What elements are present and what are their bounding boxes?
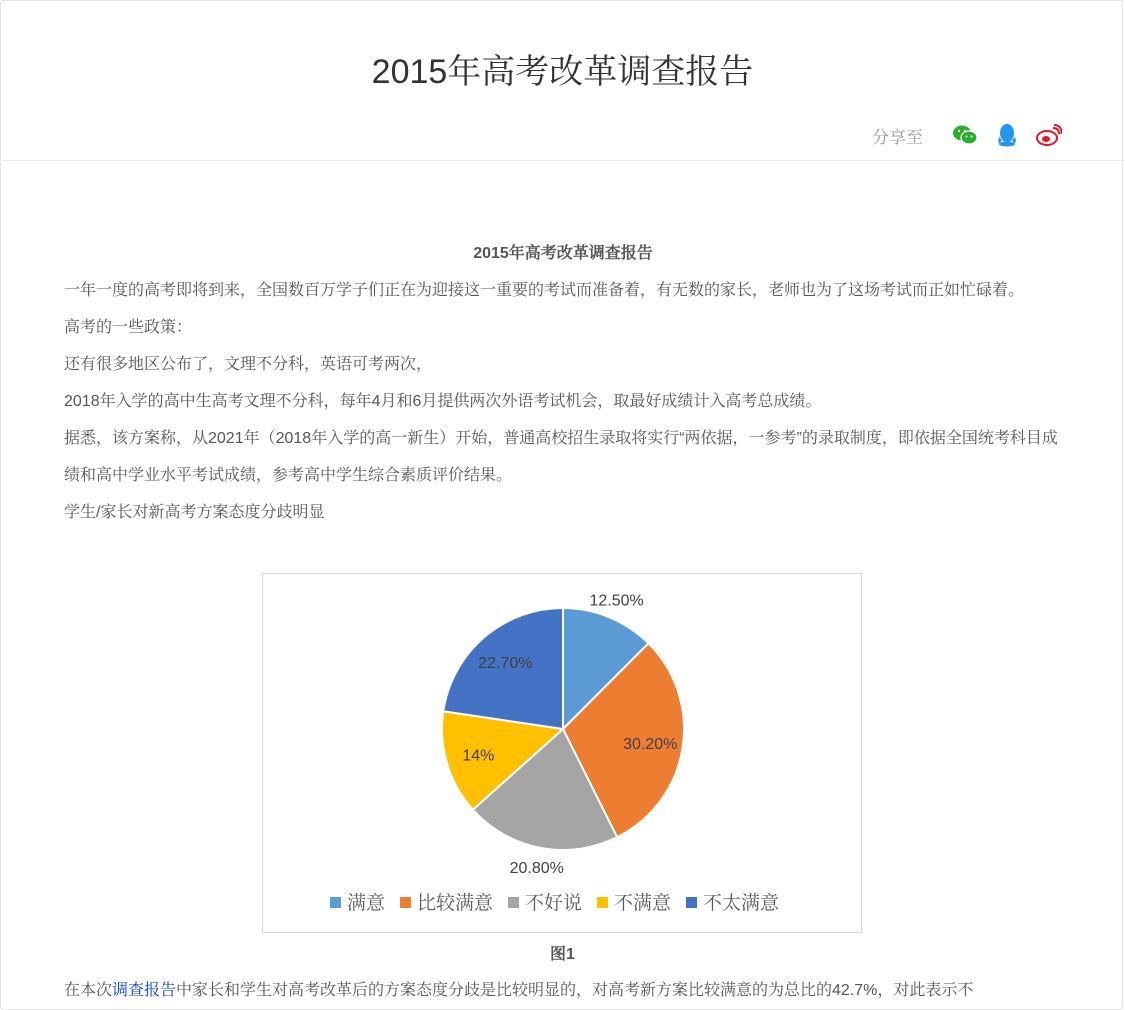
paragraph-policy-3: 据悉，该方案称，从2021年（2018年入学的高一新生）开始，普通高校招生录取将实行“两依据，一参考”的录取制度，即依据全国统考科目成绩和高中学业水平考试成绩，参考高中学生综合素质评价结果。 [64,430,1058,484]
data-label-5: 22.70% [478,655,533,673]
legend-swatch-3 [508,897,519,908]
figure-caption: 图1 [550,946,575,963]
survey-report-link[interactable]: 调查报告 [112,982,177,999]
article-body [64,236,1062,531]
conclusion-text-before: 在本次 [64,982,113,999]
legend-label-1: 满意 [347,893,386,914]
weibo-icon [1036,124,1062,146]
qq-icon [996,123,1018,147]
data-label-1: 12.50% [589,592,644,610]
data-label-4: 14% [462,747,495,765]
weibo-share-button[interactable] [1035,121,1063,149]
legend-swatch-5 [686,897,697,908]
article-header [0,0,1125,161]
qq-share-button[interactable] [993,121,1021,149]
legend-label-4: 不满意 [614,893,672,914]
data-label-3: 20.80% [509,859,564,877]
pie-chart-figure [262,573,862,933]
paragraph-intro: 一年一度的高考即将到来，全国数百万学子们正在为迎接这一重要的考试而准备着，有无数的家长，老师也为了这场考试而正如忙碌着。 [64,282,1025,299]
legend-label-5: 不太满意 [703,893,780,914]
wechat-icon [952,124,978,146]
legend-swatch-4 [597,897,608,908]
page-title: 2015年高考改革调查报告 [371,53,754,91]
article-heading: 2015年高考改革调查报告 [473,245,653,262]
data-label-2: 30.20% [623,736,678,754]
pie-chart [263,574,861,932]
share-bar [872,120,1063,150]
conclusion-text-after: 中家长和学生对高考改革后的方案态度分歧是比较明显的，对高考新方案比较满意的为总比的42.7%，对此表示不 [176,982,974,999]
paragraph-policy-2: 2018年入学的高中生高考文理不分科，每年4月和6月提供两次外语考试机会，取最好成绩计入高考总成绩。 [64,393,822,410]
legend-label-3: 不好说 [525,893,583,914]
legend-swatch-1 [330,897,341,908]
wechat-share-button[interactable] [951,121,979,149]
legend-swatch-2 [400,897,411,908]
paragraph-policy-heading: 高考的一些政策： [64,319,193,336]
paragraph-conclusion [64,976,1074,1006]
paragraph-chart-intro: 学生/家长对新高考方案态度分歧明显 [64,504,325,521]
share-label: 分享至 [872,127,923,147]
paragraph-policy-1: 还有很多地区公布了，文理不分科，英语可考两次， [64,356,433,373]
legend-label-2: 比较满意 [417,893,494,914]
